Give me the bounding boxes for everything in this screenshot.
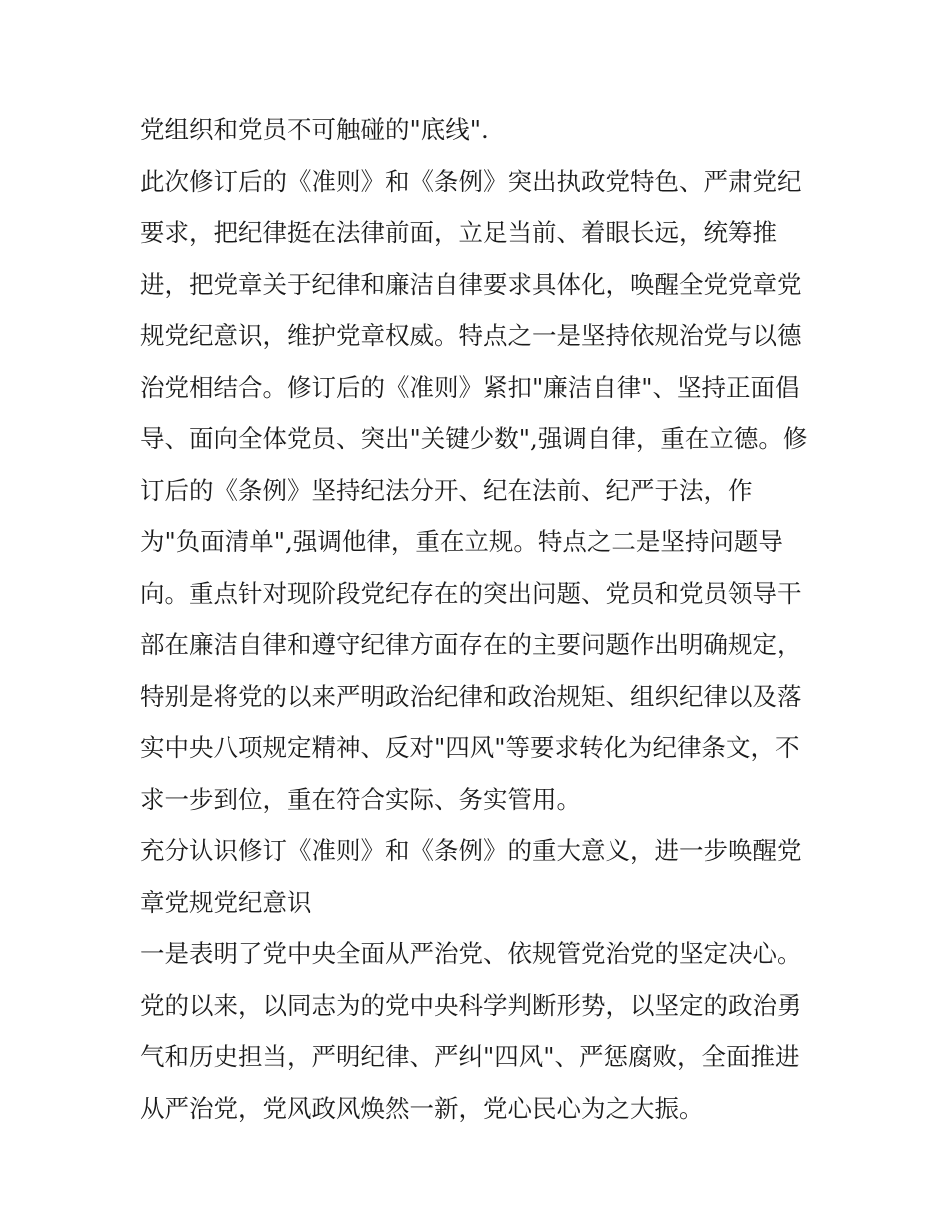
text-line-2: 此次修订后的《准则》和《条例》突出执政党特色、严肃党纪 <box>140 166 802 196</box>
text-line-3: 要求，把纪律挺在法律前面，立足当前、着眼长远，统筹推 <box>140 218 777 247</box>
text-line-20: 从严治党，党风政风焕然一新，党心民心为之大振。 <box>140 1093 704 1123</box>
text-line-9: 为"负面清单",强调他律，重在立规。特点之二是坚持问题导 <box>140 527 783 556</box>
text-line-12: 特别是将党的以来严明政治纪律和政治规矩、组织纪律以及落 <box>140 681 802 711</box>
text-line-13: 实中央八项规定精神、反对"四风"等要求转化为纪律条文，不 <box>140 733 800 762</box>
text-line-10: 向。重点针对现阶段党纪存在的突出问题、党员和党员领导干 <box>140 578 802 608</box>
text-line-4: 进，把党章关于纪律和廉洁自律要求具体化，唤醒全党党章党 <box>140 269 802 299</box>
text-line-11: 部在廉洁自律和遵守纪律方面存在的主要问题作出明确规定， <box>140 630 802 659</box>
section-heading-line-2: 章党规党纪意识 <box>140 887 312 917</box>
text-line-1: 党组织和党员不可触碰的"底线". <box>140 115 489 144</box>
text-line-5: 规党纪意识，维护党章权威。特点之一是坚持依规治党与以德 <box>140 321 802 350</box>
text-line-18: 党的以来，以同志为的党中央科学判断形势，以坚定的政治勇 <box>140 990 802 1020</box>
text-line-6: 治党相结合。修订后的《准则》紧扣"廉洁自律"、坚持正面倡 <box>140 372 800 402</box>
text-line-14: 求一步到位，重在符合实际、务实管用。 <box>140 784 581 814</box>
document-body <box>140 104 820 1134</box>
text-line-17: 一是表明了党中央全面从严治党、依规管党治党的坚定决心。 <box>140 939 802 968</box>
section-heading-line-1: 充分认识修订《准则》和《条例》的重大意义，进一步唤醒党 <box>140 836 802 865</box>
text-line-19: 气和历史担当，严明纪律、严纠"四风"、严惩腐败，全面推进 <box>140 1042 800 1071</box>
text-line-7: 导、面向全体党员、突出"关键少数",强调自律，重在立德。修 <box>140 424 808 453</box>
text-line-8: 订后的《条例》坚持纪法分开、纪在法前、纪严于法，作 <box>140 475 753 505</box>
